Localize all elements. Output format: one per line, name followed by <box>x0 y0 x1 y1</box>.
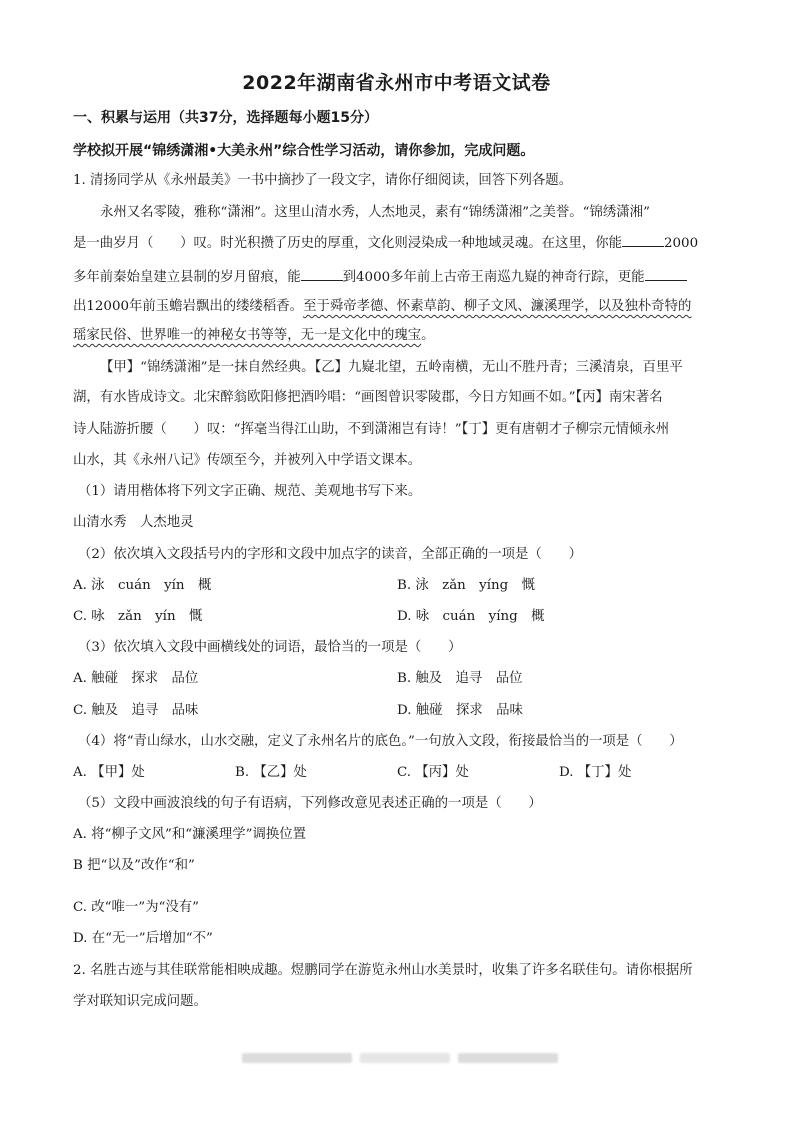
page-title: 2022年湖南省永州市中考语文试卷 <box>242 72 551 94</box>
passage-line <box>73 232 698 254</box>
passage-line: 诗人陆游折腰（ ）叹：“挥毫当得江山助，不到潇湘岂有诗！”【丁】更有唐朝才子柳宗元情倾永州 <box>73 422 670 437</box>
wavy-underlined-sentence: 至于舜帝孝德、怀素草韵、柳子文风、濂溪理学，以及独朴奇特的 <box>303 299 692 314</box>
sub-question-4: （4）将“青山绿水，山水交融，定义了永州名片的底色。”一句放入文段，衔接最恰当的一项是（ ） <box>78 734 683 749</box>
sub-question-1-text: 山清水秀 人杰地灵 <box>73 515 194 530</box>
option-a[interactable]: A. 泳 cuán yín 概 <box>73 578 212 593</box>
passage-line: 山水，其《永州八记》传颂至今，并被列入中学语文课本。 <box>73 453 422 468</box>
fill-blank <box>622 232 664 247</box>
option-b[interactable]: B 把“以及”改作“和” <box>73 858 195 873</box>
option-c[interactable]: C. 咏 zǎn yín 慨 <box>73 609 203 624</box>
sub-question-2: （2）依次填入文段括号内的字形和文段中加点字的读音，全部正确的一项是（ ） <box>78 547 582 562</box>
passage-line: 永州又名零陵，雅称“潇湘”。这里山清水秀，人杰地灵，素有“锦绣潇湘”之美誉。“锦绣潇湘” <box>100 205 650 220</box>
option-c[interactable]: C. 改“唯一”为“没有” <box>73 900 200 915</box>
option-b[interactable]: B. 触及 追寻 品位 <box>397 671 523 686</box>
passage-line <box>73 326 435 346</box>
question-2-stem-cont: 学对联知识完成问题。 <box>73 994 207 1009</box>
option-c[interactable]: C. 触及 追寻 品味 <box>73 703 199 718</box>
option-d[interactable]: D. 在“无一”后增加“不” <box>73 931 213 946</box>
passage-text: 到4000多年前上古帝王南巡九嶷的神奇行踪，更能 <box>342 270 645 285</box>
passage-text: 出12000年前玉蟾岩飘出的缕缕稻香。 <box>73 299 304 314</box>
footer-blurred-text <box>360 1053 450 1063</box>
passage-line <box>73 266 687 288</box>
option-b[interactable]: B. 泳 zǎn yíng 慨 <box>397 578 536 593</box>
passage-text: 2000 <box>664 236 699 251</box>
passage-text: 是一曲岁月（ ）叹。时光积攒了历史的厚重，文化则浸染成一种地域灵魂。在这里，你能 <box>73 236 623 251</box>
passage-line: 湖，有水皆成诗文。北宋醉翁欧阳修把酒吟唱：“画图曾识零陵郡，今日方知画不如。”【丙】南宋著名 <box>73 390 663 405</box>
footer-blurred-text <box>458 1053 558 1063</box>
sub-question-3: （3）依次填入文段中画横线处的词语，最恰当的一项是（ ） <box>78 640 462 655</box>
sub-question-1: （1）请用楷体将下列文字正确、规范、美观地书写下来。 <box>78 484 422 499</box>
option-a[interactable]: A. 【甲】处 <box>73 765 145 780</box>
sub-question-5: （5）文段中画波浪线的句子有语病，下列修改意见表述正确的一项是（ ） <box>78 796 542 811</box>
passage-line: 【甲】“锦绣潇湘”是一抹自然经典。【乙】九嶷北望，五岭南横，无山不胜丹青；三溪清泉，百里平 <box>100 360 683 375</box>
fill-blank <box>645 266 687 281</box>
passage-text: 多年前秦始皇建立县制的岁月留痕，能 <box>73 270 301 285</box>
wavy-underlined-sentence: 瑶家民俗、世界唯一的神秘女书等等，无一是文化中的瑰宝 <box>73 328 422 343</box>
option-d[interactable]: D. 【丁】处 <box>559 765 632 780</box>
passage-text: 。 <box>421 328 435 343</box>
option-c[interactable]: C. 【丙】处 <box>397 765 469 780</box>
option-a[interactable]: A. 将“柳子文风”和“濂溪理学”调换位置 <box>73 827 307 842</box>
question-2-stem: 2. 名胜古迹与其佳联常能相映成趣。煜鹏同学在游览永州山水美景时，收集了许多名联佳句。请你根据所 <box>73 963 693 978</box>
option-a[interactable]: A. 触碰 探求 品位 <box>73 671 199 686</box>
option-d[interactable]: D. 触碰 探求 品味 <box>397 703 523 718</box>
option-d[interactable]: D. 咏 cuán yíng 概 <box>397 609 545 624</box>
footer-blurred-text <box>242 1053 352 1063</box>
option-b[interactable]: B. 【乙】处 <box>235 765 307 780</box>
question-1-stem: 1. 清扬同学从《永州最美》一书中摘抄了一段文字，请你仔细阅读，回答下列各题。 <box>73 173 573 188</box>
activity-intro: 学校拟开展“锦绣潇湘•大美永州”综合性学习活动，请你参加，完成问题。 <box>73 143 535 159</box>
section-heading: 一、积累与运用（共37分，选择题每小题15分） <box>73 110 378 126</box>
fill-blank <box>301 266 343 281</box>
passage-line <box>73 297 691 317</box>
